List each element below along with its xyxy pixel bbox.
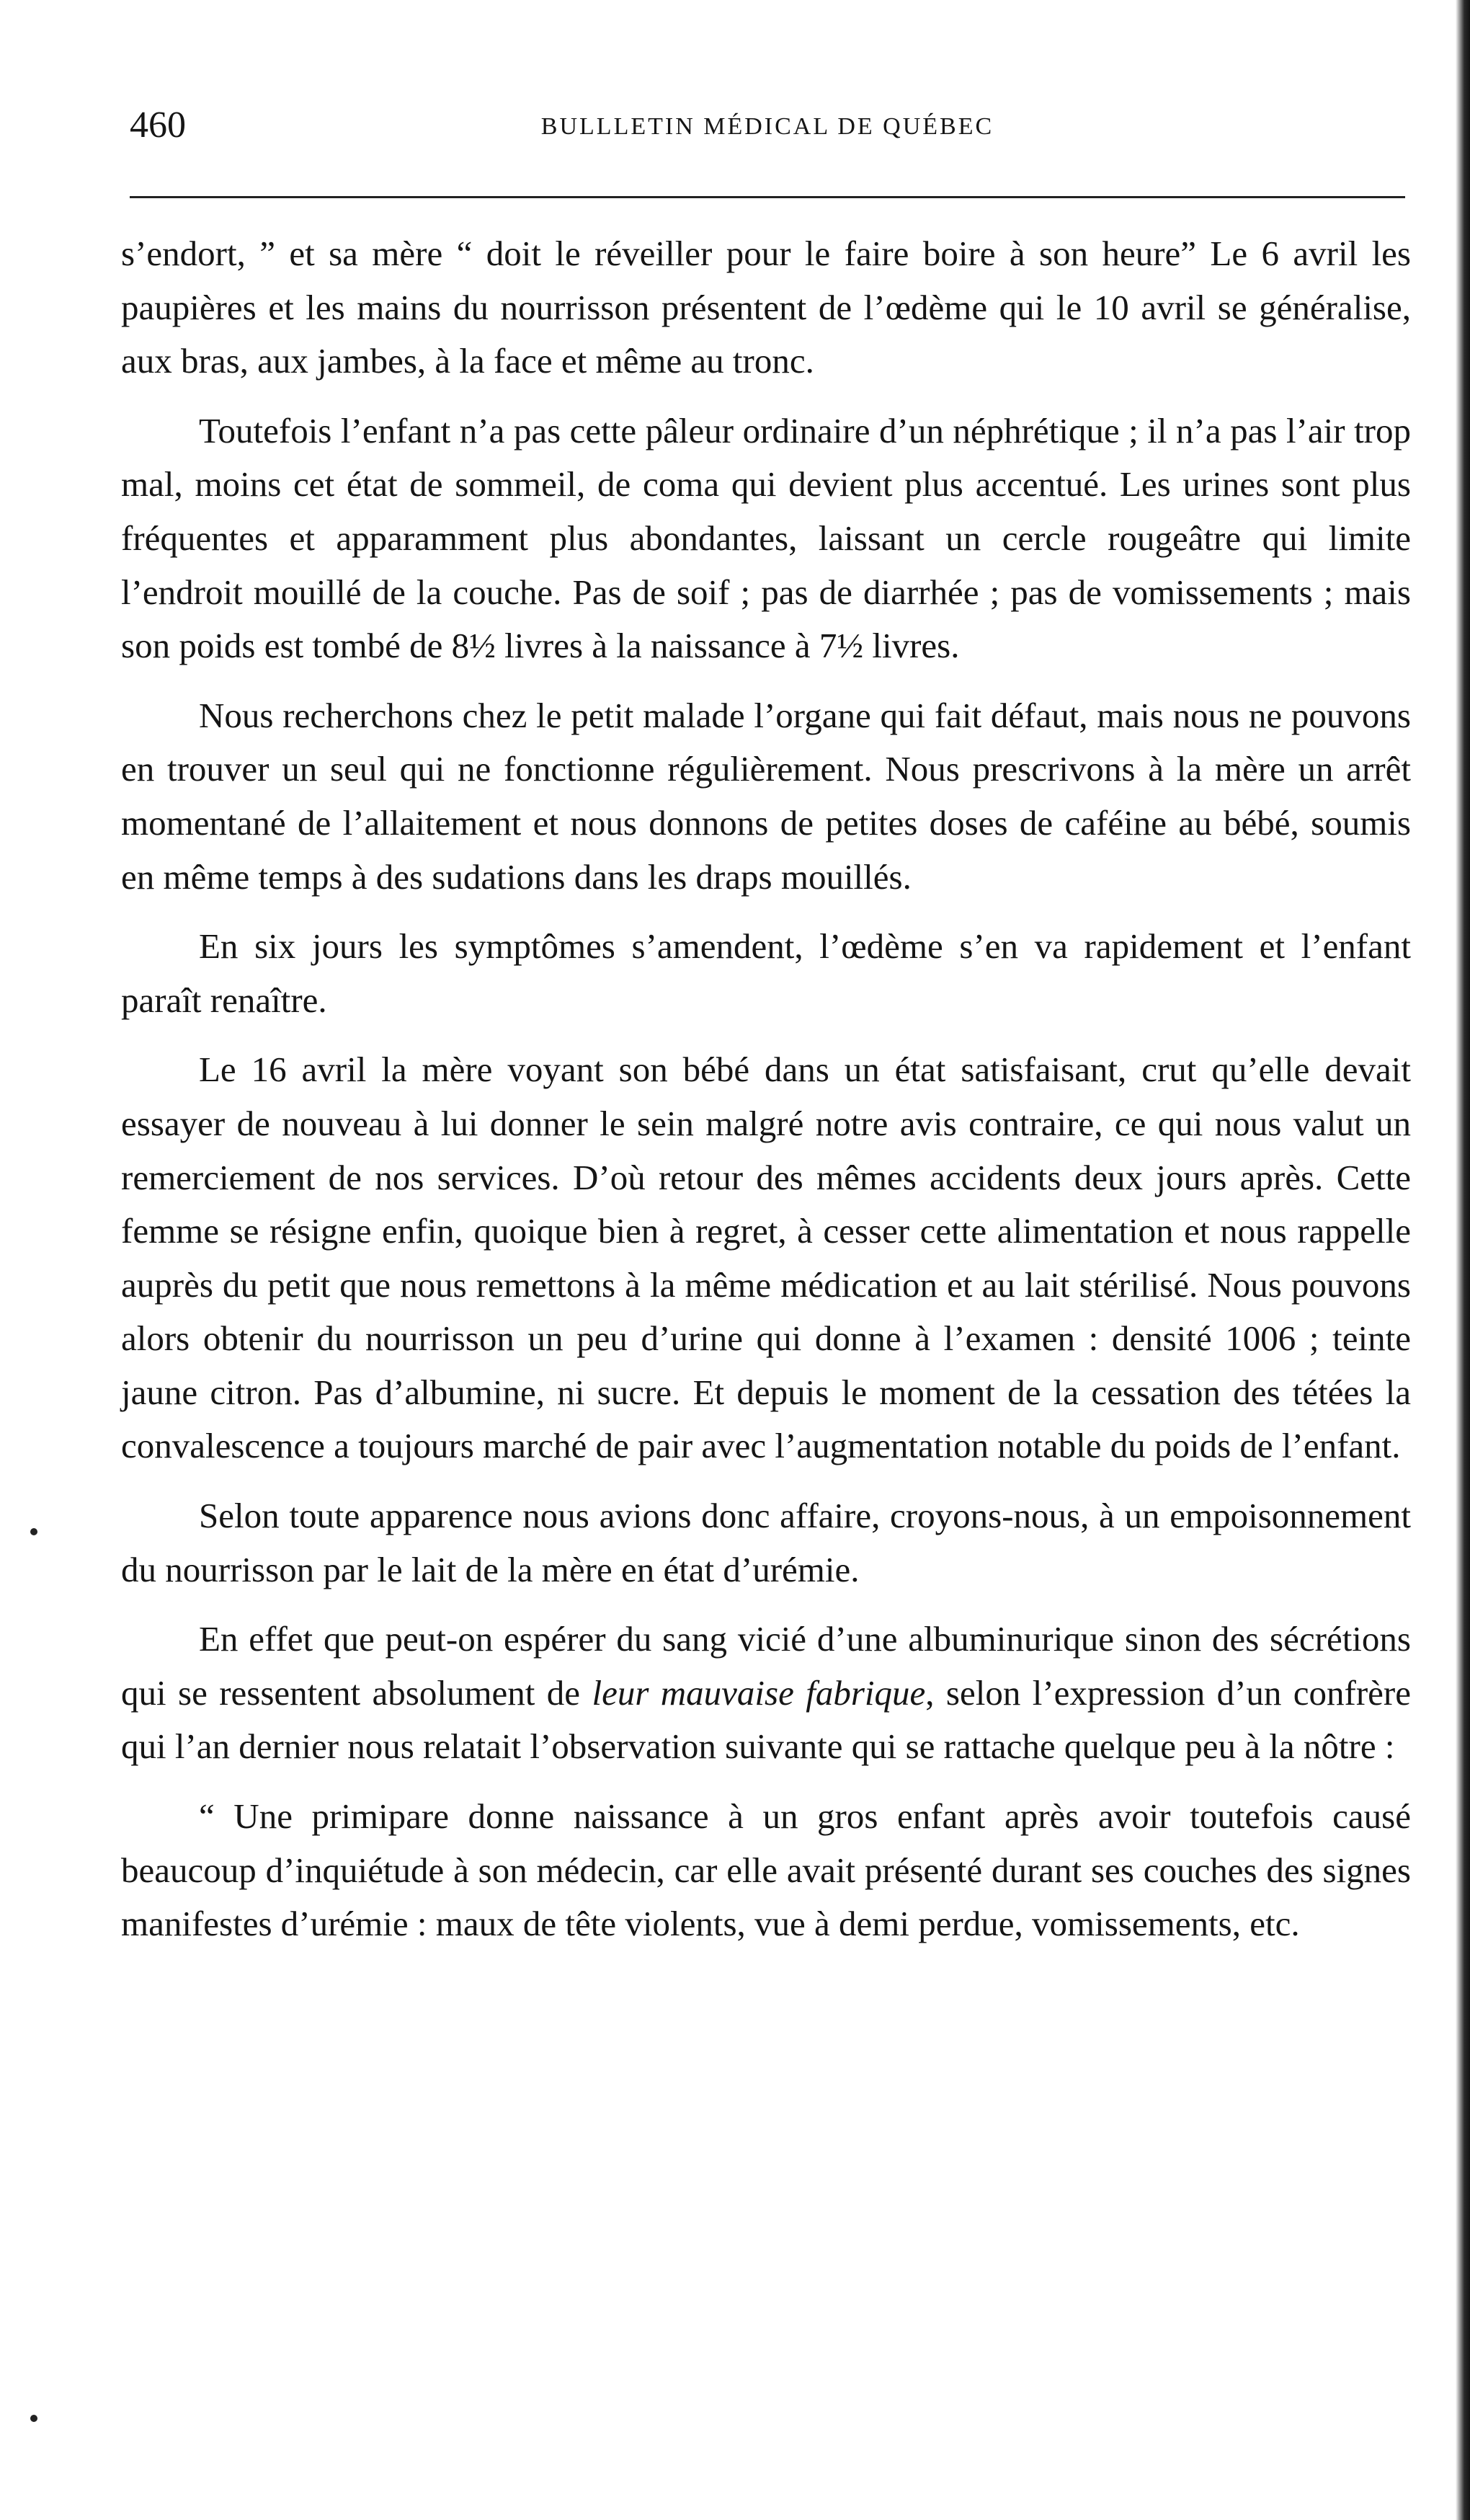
page-header <box>130 99 1405 157</box>
quoted-observation: “ Une primipare donne naissance à un gros enfant après avoir toutefois causé beaucoup d’inquiétude à son médecin, car elle avait présenté durant ses couches des signes manifestes d’urémie : maux de tête violents, vue à demi perdue, vomissements, etc. <box>121 1796 1411 1944</box>
paragraph-text: , selon l’expression d’un confrère qui l’an dernier nous relatait l’observation suivante qui se rattache quelque peu à la nôtre : <box>121 1672 1411 1767</box>
paragraph: Nous recherchons chez le petit malade l’organe qui fait défaut, mais nous ne pouvons en trouver un seul qui ne fonctionne régulièrement. Nous prescrivons à la mère un arrêt momentané de l’allaitement et nous donnons de petites doses de caféine au bébé, soumis en même temps à des sudations dans les draps mouillés. <box>121 695 1411 897</box>
margin-dot <box>30 1528 37 1535</box>
running-head: BULLLETIN MÉDICAL DE QUÉBEC <box>540 113 994 140</box>
italic-phrase: leur mauvaise fabrique <box>592 1672 926 1713</box>
paragraph <box>121 1612 1411 1774</box>
paragraph: Le 16 avril la mère voyant son bébé dans un état satisfaisant, crut qu’elle devait essayer de nouveau à lui donner le sein malgré notre avis contraire, ce qui nous valut un remerciement de nos services. D’où retour des mêmes accidents deux jours après. Cette femme se résigne enfin, quoique bien à regret, à cesser cette alimentation et nous rappelle auprès du petit que nous remettons à la même médication et au lait stérilisé. Nous pouvons alors obtenir du nourrisson un peu d’urine qui donne à l’examen : densité 1006 ; teinte jaune citron. Pas d’albumine, ni sucre. Et depuis le moment de la cessation des tétées la convalescence a toujours marché de pair avec l’augmentation notable du poids de l’enfant. <box>121 1050 1411 1466</box>
paragraph: Toutefois l’enfant n’a pas cette pâleur ordinaire d’un néphrétique ; il n’a pas l’air trop mal, moins cet état de sommeil, de coma qui devient plus accentué. Les urines sont plus fréquentes et apparamment plus abondantes, laissant un cercle rougeâtre qui limite l’endroit mouillé de la couche. Pas de soif ; pas de diarrhée ; pas de vomissements ; mais son poids est tombé de 8½ livres à la naissance à 7½ livres. <box>121 410 1411 666</box>
paragraph-text: En effet que peut-on espérer du sang vicié d’une albuminurique sinon des sécrétions qui se ressentent absolument de <box>121 1619 1411 1713</box>
paragraph: En six jours les symptômes s’amendent, l’œdème s’en va rapidement et l’enfant paraît renaître. <box>121 926 1411 1020</box>
body-text <box>121 227 1411 1967</box>
page-number: 460 <box>130 105 186 146</box>
margin-dot <box>30 2415 37 2422</box>
paragraph-continued: s’endort, ” et sa mère “ doit le réveiller pour le faire boire à son heure” Le 6 avril les paupières et les mains du nourrisson présentent de l’œdème qui le 10 avril se généralise, aux bras, aux jambes, à la face et même au tronc. <box>121 234 1411 381</box>
paragraph: Selon toute apparence nous avions donc affaire, croyons-nous, à un empoisonnement du nourrisson par le lait de la mère en état d’urémie. <box>121 1496 1411 1589</box>
page-edge-shadow <box>1456 0 1470 2520</box>
header-rule <box>130 196 1405 198</box>
